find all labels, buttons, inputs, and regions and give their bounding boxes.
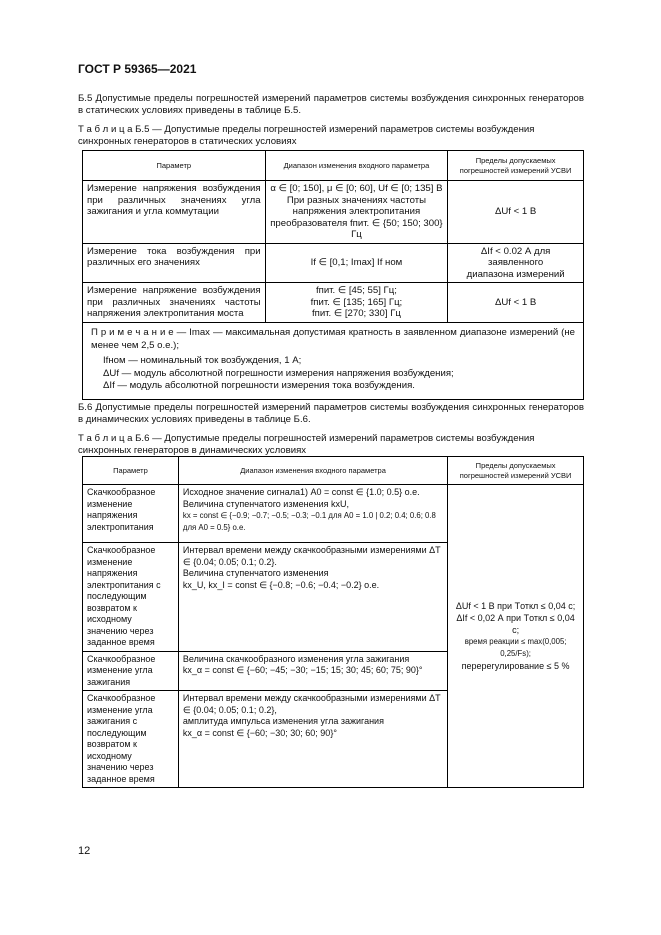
page-number: 12 [78,845,91,857]
limit-line: время реакции ≤ max(0,005; 0,25/Fs); [464,637,567,658]
table-b5-cell-param: Измерение напряжения возбуждения при различных значениях угла зажигания и угла коммутации [83,181,266,244]
range-line: Интервал времени между скачкообразными измерениями ΔT ∈ {0.04; 0.05; 0.1; 0.2}, [182,693,441,715]
limit-line: ΔUf < 1 В при Tоткл ≤ 0,04 с; [455,601,576,611]
section-b5-intro: Б.5 Допустимые пределы погрешностей измерений параметров системы возбуждения синхронных генераторов в статических условиях приведены в таблице Б.5. [78,93,584,116]
range-line: fпит. ∈ [135; 165] Гц; [310,296,403,308]
range-line: Величина ступенчатого изменения kxU, [182,498,349,509]
table-b5-cell-range: If ∈ [0,1; Imax] If ном [265,243,448,283]
range-line: kx_α = const ∈ {−60; −45; −30; −15; 15; 30; 45; 60; 75; 90}° [182,665,423,675]
range-line: амплитуда импульса изменения угла зажигания [182,716,384,726]
table-b5-caption: Т а б л и ц а Б.5 — Допустимые пределы погрешностей измерений параметров системы возбуждения синхронных генераторов в статических условиях [78,124,535,147]
table-b5-header-range: Диапазон изменения входного параметра [265,151,448,181]
table-b5-cell-param: Измерение напряжение возбуждения при различных значениях частоты напряжения электропитания моста [83,283,266,323]
table-b6-header-param: Параметр [83,457,179,485]
table-b5-cell-limit: ΔUf < 1 В [448,283,584,323]
table-row [83,485,584,543]
limit-line: ΔIf < 0.02 А для заявленного [480,245,551,268]
section-b6-intro: Б.6 Допустимые пределы погрешностей измерений параметров системы возбуждения синхронных генераторов в динамических условиях приведены в таблице Б.6. [78,402,584,425]
table-b6-cell-param: Скачкообразное изменение напряжения электропитания с последующим возвратом к исходному значению через заданное время [83,543,179,652]
table-b5 [82,150,584,400]
table-b6-cell-param: Скачкообразное изменение напряжения электропитания [83,485,179,543]
table-b5-header-limits: Пределы допускаемых погрешностей измерений УСВИ [448,151,584,181]
table-b5-cell-range [265,283,448,323]
table-b5-header-param: Параметр [83,151,266,181]
range-line: α ∈ [0; 150], μ ∈ [0; 60], Uf ∈ [0; 135] В [270,183,443,194]
range-line: Интервал времени между скачкообразными измерениями ΔT ∈ {0.04; 0.05; 0.1; 0.2}. [182,545,441,567]
table-b6-header-range: Диапазон изменения входного параметра [178,457,447,485]
range-line: Исходное значение сигнала1) A0 = const ∈ {1.0; 0.5} о.е. [182,487,420,497]
range-line: kx_U, kx_I = const ∈ {−0.8; −0.6; −0.4; −0.2} о.е. [182,579,380,590]
table-b6-cell-param: Скачкообразное изменение угла зажигания [83,651,179,691]
table-b6 [82,456,584,788]
table-b5-note-row [83,323,584,400]
table-row [83,181,584,244]
table-b6-cell-limits [448,485,584,788]
table-b5-cell-limit: ΔUf < 1 В [448,181,584,244]
table-b5-cell-limit [448,243,584,283]
limit-line: ΔIf < 0,02 А при Tоткл ≤ 0,04 с; [456,613,575,635]
range-line: При разных значениях частоты напряжения электропитания преобразователя fпит. ∈ {50; 150; 300} Гц [270,194,443,240]
table-b6-cell-range [178,691,447,788]
range-line: fпит. ∈ [45; 55] Гц; [315,285,397,296]
note-line: ΔIf — модуль абсолютной погрешности измерения тока возбуждения. [103,380,415,391]
range-line: fпит. ∈ [270; 330] Гц [311,308,401,319]
table-b6-cell-range [178,543,447,652]
range-line: kx_α = const ∈ {−60; −30; 30; 60; 90}° [182,727,337,738]
table-row [83,243,584,283]
table-row [83,283,584,323]
limit-line: перерегулирование ≤ 5 % [461,661,570,671]
table-b6-cell-param: Скачкообразное изменение угла зажигания с последующим возвратом к исходному значению через заданное время [83,691,179,788]
limit-line: диапазона измерений [466,268,565,280]
table-b6-header-limits: Пределы допускаемых погрешностей измерений УСВИ [448,457,584,485]
table-b6-cell-range [178,485,447,543]
note-line: Ifном — номинальный ток возбуждения, 1 А; [103,355,302,366]
table-b5-note [83,323,584,400]
table-b6-cell-range [178,651,447,691]
table-b5-cell-param: Измерение тока возбуждения при различных его значениях [83,243,266,283]
range-line: kx = const ∈ {−0.9; −0.7; −0.5; −0.3; −0.1 для A0 = 1.0 | 0.2; 0.4; 0.6; 0.8 для A0 = 0.5} о.е. [182,511,436,532]
document-header: ГОСТ Р 59365—2021 [78,62,197,76]
range-line: Величина ступенчатого изменения [182,568,329,578]
range-line: Величина скачкообразного изменения угла зажигания [182,653,410,664]
note-main: П р и м е ч а н и е — Imax — максимальная допустимая кратность в заявленном диапазоне измерений (не менее чем 2,5 о.е.); [91,327,575,351]
table-b6-caption: Т а б л и ц а Б.6 — Допустимые пределы погрешностей измерений параметров системы возбуждения синхронных генераторов в динамических условиях [78,433,535,456]
note-line: ΔUf — модуль абсолютной погрешности измерения напряжения возбуждения; [103,367,454,379]
table-b5-cell-range [265,181,448,244]
